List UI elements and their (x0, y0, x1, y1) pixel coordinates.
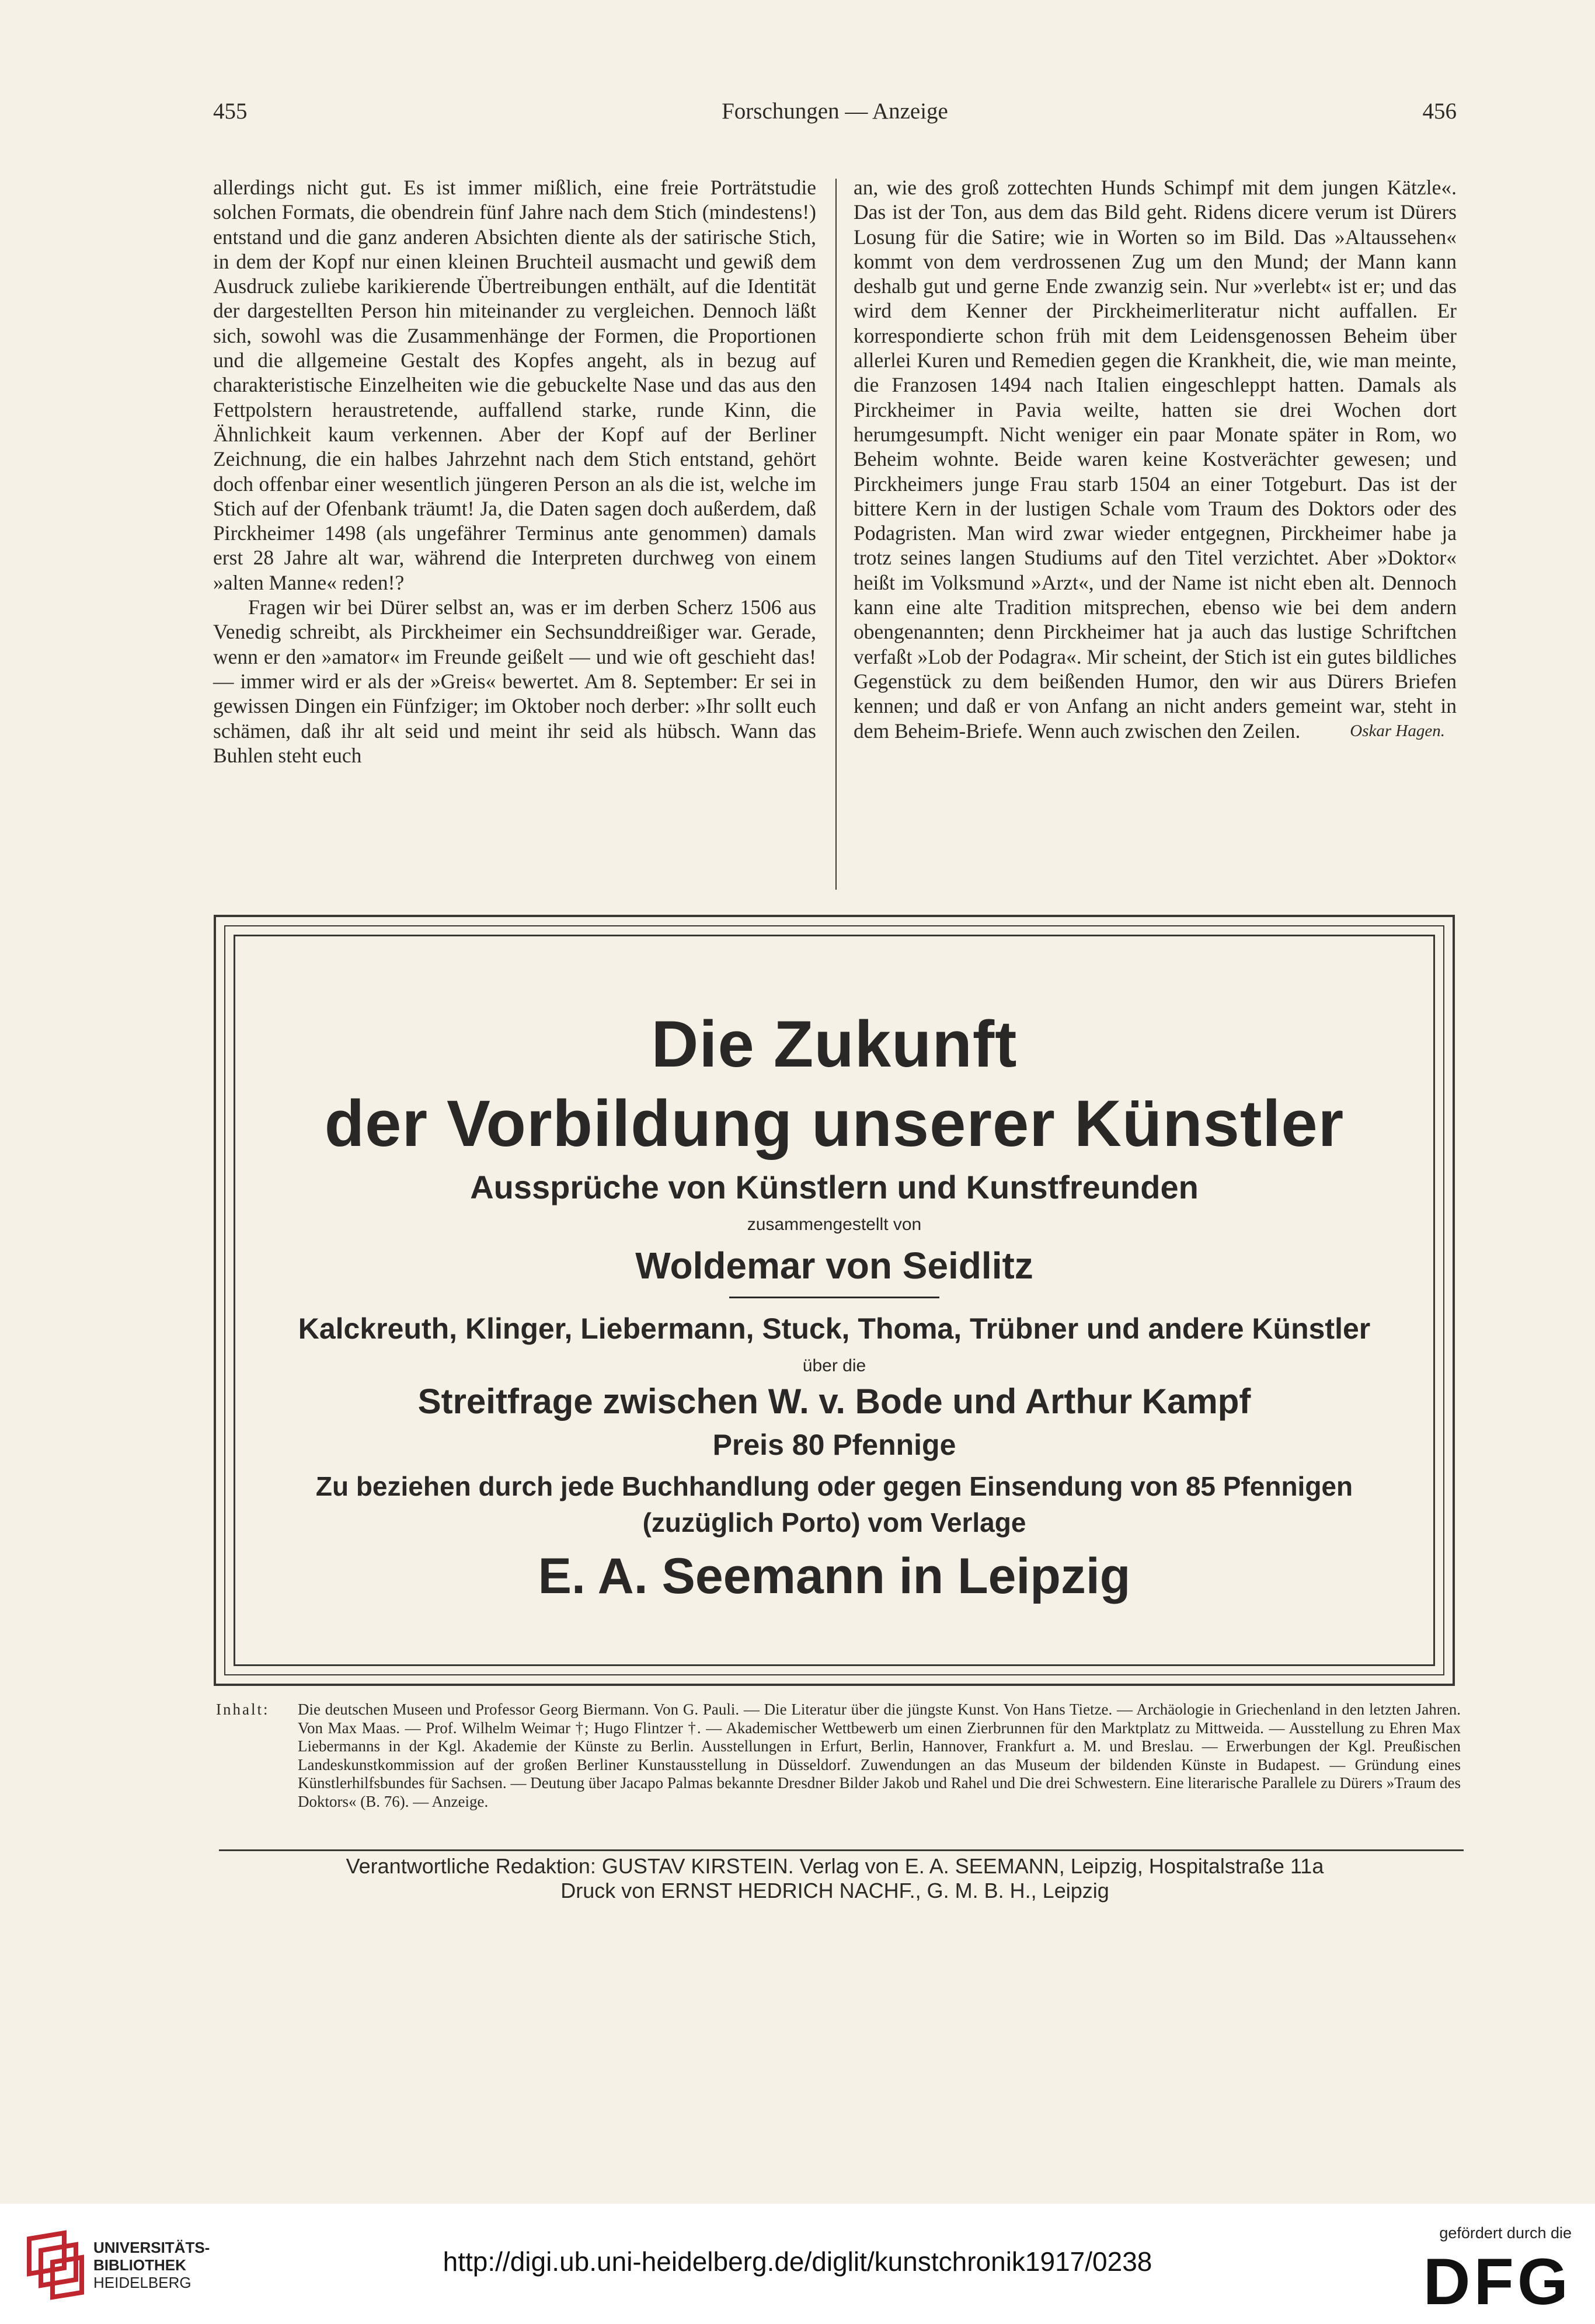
author-signature: Oskar Hagen. (1350, 721, 1445, 740)
article-right-column (854, 175, 1457, 743)
price: Preis 80 Pfennige (712, 1428, 956, 1461)
page-number-right: 456 (1422, 99, 1457, 124)
library-name-line: UNIVERSITÄTS- (93, 2239, 210, 2256)
advertisement-frame (214, 915, 1455, 1686)
order-info: Zu beziehen durch jede Buchhandlung oder gegen Einsendung von 85 Pfennigen (315, 1471, 1353, 1501)
article-paragraph: Fragen wir bei Dürer selbst an, was er im derben Scherz 1506 aus Venedig schreibt, als Pirckheimer ein Sechsunddreißiger war. Gerade, wenn er den »amator« im Freunde geißelt — und wie oft geschieht das! — immer wird er als der »Greis« bewertet. Am 8. September: Er sei in gewissen Dingen ein Fünfziger; im Oktober noch derber: »Ihr sollt euch schämen, daß ihr alt seid und meint ihr seid als hübsch. Wann das Buhlen steht euch (213, 595, 816, 767)
dfg-logo: DFG (1423, 2245, 1572, 2318)
imprint-editorial: Verantwortliche Redaktion: GUSTAV KIRSTEIN. Verlag von E. A. SEEMANN, Leipzig, Hospitalstraße 11a (346, 1854, 1324, 1878)
digitization-footer (0, 2204, 1595, 2324)
order-info: (zuzüglich Porto) vom Verlage (642, 1507, 1026, 1538)
advertisement-title-line: der Vorbildung unserer Künstler (324, 1087, 1345, 1160)
contents-text: Die deutschen Museen und Professor Georg Biermann. Von G. Pauli. — Die Literatur über die jüngste Kunst. Von Hans Tietze. — Archäologie in Griechenland in den letzten Jahren. Von Max Maas. — Prof. Wilhelm Weimar †; Hugo Flintzer †. — Akademischer Wettbewerb um einen Zierbrunnen für den Marktplatz zu Mittweida. — Ausstellung zu Ehren Max Liebermanns in der Kgl. Akademie der Künste zu Berlin. Ausstellungen in Erfurt, Berlin, Hannover, Frankfurt a. M. und Breslau. — Erwerbungen der Kgl. Preußischen Landeskunstkommission auf der großen Berliner Kunstausstellung in Düsseldorf. Zuwendungen an das Museum der bildenden Künste in Budapest. — Gründung eines Künstlerhilfsbundes für Sachsen. — Deutung über Jacapo Palmas bekannte Dresdner Bilder Jakob und Rahel und Die drei Schwestern. Eine literarische Parallele zu Dürers »Traum des Doktors« (B. 76). — Anzeige. (298, 1701, 1461, 1810)
artists-list: Kalckreuth, Klinger, Liebermann, Stuck, Thoma, Trübner und andere Künstler (298, 1312, 1371, 1345)
imprint-printer: Druck von ERNST HEDRICH NACHF., G. M. B. H., Leipzig (560, 1879, 1109, 1903)
advertisement-subtitle: Aussprüche von Künstlern und Kunstfreunden (470, 1169, 1199, 1205)
advertisement-author: Woldemar von Seidlitz (635, 1245, 1033, 1287)
library-name-line: HEIDELBERG (93, 2274, 191, 2291)
advertisement-divider (729, 1297, 939, 1298)
permalink-url[interactable]: http://digi.ub.uni-heidelberg.de/diglit/kunstchronik1917/0238 (443, 2246, 1152, 2277)
imprint-rule (219, 1849, 1464, 1851)
page-header (213, 98, 1457, 139)
uber-label: über die (802, 1356, 866, 1375)
article-paragraph: allerdings nicht gut. Es ist immer mißlich, eine freie Porträtstudie solchen Formats, die obendrein fünf Jahre nach dem Stich (mindestens!) entstand und die ganz anderen Absichten diente als der satirische Stich, in dem der Kopf nur einen kleinen Bruchteil ausmacht und gewiß dem Ausdruck zuliebe karikierende Übertreibungen enthält, auf die Identität der dargestellten Person hin miteinander zu vergleichen. Dennoch läßt sich, sowohl was die Zusammenhänge der Formen, die Proportionen und die allgemeine Gestalt des Kopfes angeht, als in bezug auf charakteristische Einzelheiten wie die gebuckelte Nase und das aus den Fettpolstern heraustretende, auffallend starke, runde Kinn, die Ähnlichkeit kaum verkennen. Aber der Kopf auf der Berliner Zeichnung, die ein halbes Jahrzehnt nach dem Stich entstand, gehört doch offenbar einer wesentlich jüngeren Person an als die ist, welche im Stich auf der Ofenbank träumt! Ja, die Daten sagen doch außerdem, daß Pirckheimer 1498 (als ungefährer Terminus ante genommen) damals erst 28 Jahre alt war, während die Interpreten durchweg von einem »alten Manne« reden!? (213, 176, 816, 594)
advertisement (216, 917, 1453, 1684)
library-name-line: BIBLIOTHEK (93, 2256, 186, 2274)
advertisement-title (216, 1005, 1453, 1163)
advertisement-title-line: Die Zukunft (651, 1008, 1018, 1081)
column-divider (835, 179, 837, 890)
page-number-left: 455 (213, 99, 248, 124)
publisher-name: E. A. Seemann in Leipzig (538, 1548, 1131, 1604)
compiled-by-label: zusammengestellt von (747, 1215, 922, 1234)
article-left-column (213, 175, 816, 768)
article-paragraph: an, wie des groß zottechten Hunds Schimpf mit dem jungen Kätzle«. Das ist der Ton, aus dem das Bild geht. Ridens dicere verum ist Dürers Losung für die Satire; wie in Worten so im Bild. Das »Altaussehen« kommt von dem verdrossenen Zug um den Mund; der Mann kann deshalb gut und gerne Ende zwanzig sein. Nur »verlebt« ist er; und das wird dem Kenner der Pirckheimerliteratur nicht auffallen. Er korrespondierte schon früh mit dem Leidensgenossen Beheim über allerlei Kuren und Remedien gegen die Krankheit, die, wie man meinte, die Franzosen 1494 nach Italien eingeschleppt hatten. Damals als Pirckheimer in Pavia weilte, hatten sie drei Wochen dort herumgesumpft. Nicht weniger ein paar Monate später in Rom, wo Beheim wohnte. Beide waren keine Kostverächter gewesen; und Pirckheimers junge Frau starb 1504 an einer Totgeburt. Das ist der bittere Kern in der lustigen Schale vom Traum des Doktors oder des Podagristen. Man wird zwar wieder entgegnen, Pirckheimer habe ja trotz seines langen Studiums auf den Titel verzichtet. Aber »Doktor« heißt im Volksmund »Arzt«, und der Name ist nicht eben alt. Dennoch kann eine alte Tradition mitsprechen, ebenso wie bei dem andern obengenannten; denn Pirckheimer hat ja auch das lustige Schriftchen verfaßt »Lob der Podagra«. Mir scheint, der Stich ist ein gutes bildliches Gegenstück zu dem beißenden Humor, den wir aus Dürers Briefen kennen; und daß er von Anfang an nicht anders gemeint war, steht in dem Beheim-Briefe. Wenn auch zwischen den Zeilen. (854, 176, 1457, 743)
dispute-title: Streitfrage zwischen W. v. Bode und Arthur Kampf (417, 1382, 1251, 1421)
contents-label: Inhalt: (216, 1701, 270, 1718)
running-title: Forschungen — Anzeige (722, 99, 948, 124)
table-of-contents (216, 1701, 1461, 1811)
funded-by-label: gefördert durch die (1439, 2224, 1572, 2242)
